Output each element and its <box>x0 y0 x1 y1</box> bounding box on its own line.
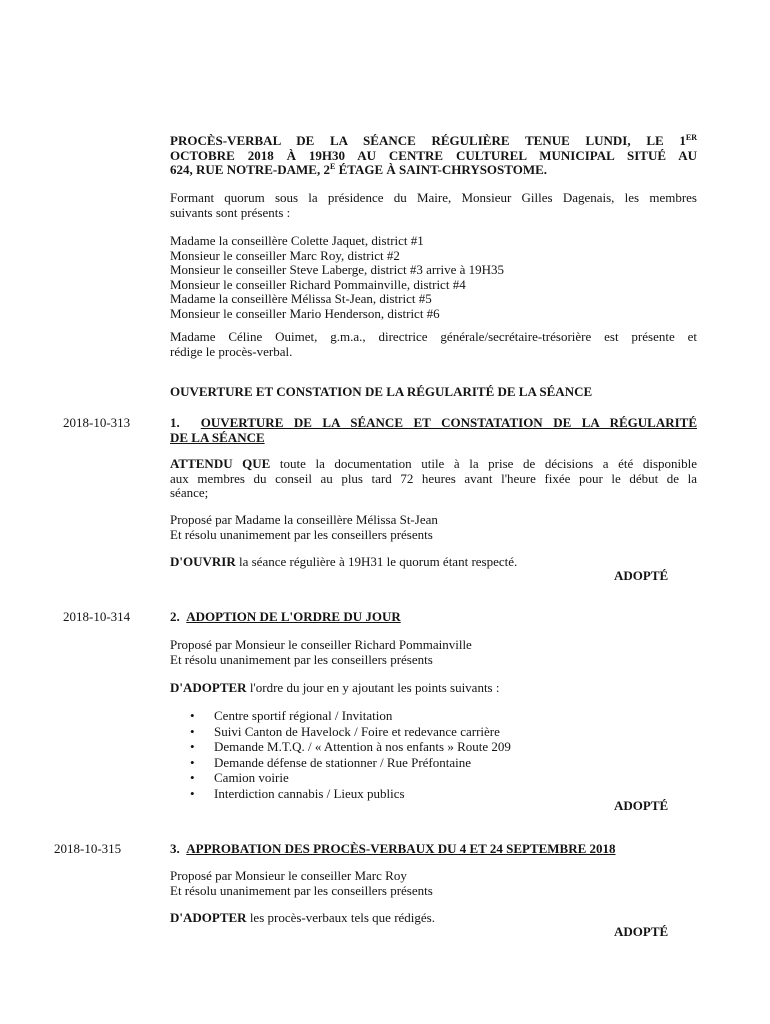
item-title-cont: DE LA SÉANCE <box>170 429 265 445</box>
attendu-text: toute la documentation utile à la prise de décisions a été disponible <box>270 456 697 471</box>
quorum-line-2: suivants sont présents : <box>170 204 291 220</box>
propose-line: Proposé par Monsieur le conseiller Richard Pommainville <box>170 637 472 652</box>
proposition <box>170 869 697 898</box>
adopte-label: ADOPTÉ <box>614 798 669 813</box>
item-heading <box>170 610 697 625</box>
resolution-number: 2018-10-313 <box>63 415 131 430</box>
item-title: OUVERTURE DE LA SÉANCE ET CONSTATATION DE LA RÉGULARITÉ <box>200 415 697 430</box>
resolu-line: Et résolu unanimement par les conseillers présents <box>170 526 433 542</box>
member-item: Monsieur le conseiller Richard Pommainville, district #4 <box>170 276 466 292</box>
propose-line: Proposé par Madame la conseillère Mélissa St-Jean <box>170 512 438 527</box>
item-title: ADOPTION DE L'ORDRE DU JOUR <box>186 609 401 624</box>
quorum-paragraph <box>170 191 697 220</box>
adopte-label: ADOPTÉ <box>614 568 669 583</box>
decision-verb: D'ADOPTER <box>170 680 247 695</box>
decision <box>170 681 697 696</box>
resolu-line: Et résolu unanimement par les conseillers présents <box>170 651 433 667</box>
points-list <box>170 709 697 802</box>
attendu-text: séance; <box>170 485 209 500</box>
attendu-text: aux membres du conseil au plus tard 72 heures avant l'heure fixée pour le début de la <box>170 470 697 486</box>
title-line-1: PROCÈS-VERBAL DE LA SÉANCE RÉGULIÈRE TENUE LUNDI, LE 1ER <box>170 133 697 148</box>
quorum-line-1: Formant quorum sous la présidence du Maire, Monsieur Gilles Dagenais, les membres <box>170 190 697 205</box>
director-line-1: Madame Céline Ouimet, g.m.a., directrice générale/secrétaire-trésorière est présente et <box>170 329 697 344</box>
member-item: Madame la conseillère Mélissa St-Jean, district #5 <box>170 291 432 306</box>
item-heading <box>170 842 697 857</box>
decision-verb: D'ADOPTER <box>170 910 247 925</box>
resolution-number: 2018-10-314 <box>63 609 131 624</box>
proposition <box>170 513 697 542</box>
attendu-paragraph <box>170 457 697 501</box>
item-number: 2. <box>170 609 180 624</box>
item-title: APPROBATION DES PROCÈS-VERBAUX DU 4 ET 24 SEPTEMBRE 2018 <box>186 841 616 856</box>
members-list <box>170 234 697 321</box>
proposition <box>170 638 697 667</box>
list-item: • Suivi Canton de Havelock / Foire et redevance carrière <box>170 725 697 741</box>
list-item: • Centre sportif régional / Invitation <box>170 709 697 725</box>
decision-text: la séance régulière à 19H31 le quorum étant respecté. <box>235 554 518 569</box>
decision-text: l'ordre du jour en y ajoutant les points suivants : <box>246 680 500 695</box>
list-item: • Demande M.T.Q. / « Attention à nos enfants » Route 209 <box>170 740 697 756</box>
resolu-line: Et résolu unanimement par les conseillers présents <box>170 882 433 898</box>
item-heading <box>170 416 697 445</box>
attendu-label: ATTENDU QUE <box>170 456 271 471</box>
propose-line: Proposé par Monsieur le conseiller Marc Roy <box>170 868 407 883</box>
list-item: • Camion voirie <box>170 771 697 787</box>
document-title <box>170 134 697 178</box>
title-line-2: OCTOBRE 2018 À 19H30 AU CENTRE CULTUREL MUNICIPAL SITUÉ AU <box>170 147 697 163</box>
title-line-3: 624, RUE NOTRE-DAME, $2^E$ ÉTAGE À SAINT-CHRYSOSTOME. <box>170 162 548 177</box>
member-item: Monsieur le conseiller Mario Henderson, district #6 <box>170 305 440 321</box>
member-item: Monsieur le conseiller Steve Laberge, district #3 arrive à 19H35 <box>170 262 505 277</box>
section-title: OUVERTURE ET CONSTATION DE LA RÉGULARITÉ DE LA SÉANCE <box>170 384 593 399</box>
director-paragraph <box>170 330 697 359</box>
director-line-2: rédige le procès-verbal. <box>170 343 293 359</box>
item-number: 1. <box>170 415 180 430</box>
member-item: Monsieur le conseiller Marc Roy, district #2 <box>170 247 400 263</box>
list-item: • Interdiction cannabis / Lieux publics <box>170 787 697 803</box>
resolution-number: 2018-10-315 <box>54 841 122 856</box>
adopte-label: ADOPTÉ <box>614 924 669 939</box>
list-item: • Demande défense de stationner / Rue Préfontaine <box>170 756 697 772</box>
decision-text: les procès-verbaux tels que rédigés. <box>246 910 435 925</box>
decision-verb: D'OUVRIR <box>170 554 236 569</box>
item-number: 3. <box>170 841 180 856</box>
member-item: Madame la conseillère Colette Jaquet, district #1 <box>170 233 424 248</box>
